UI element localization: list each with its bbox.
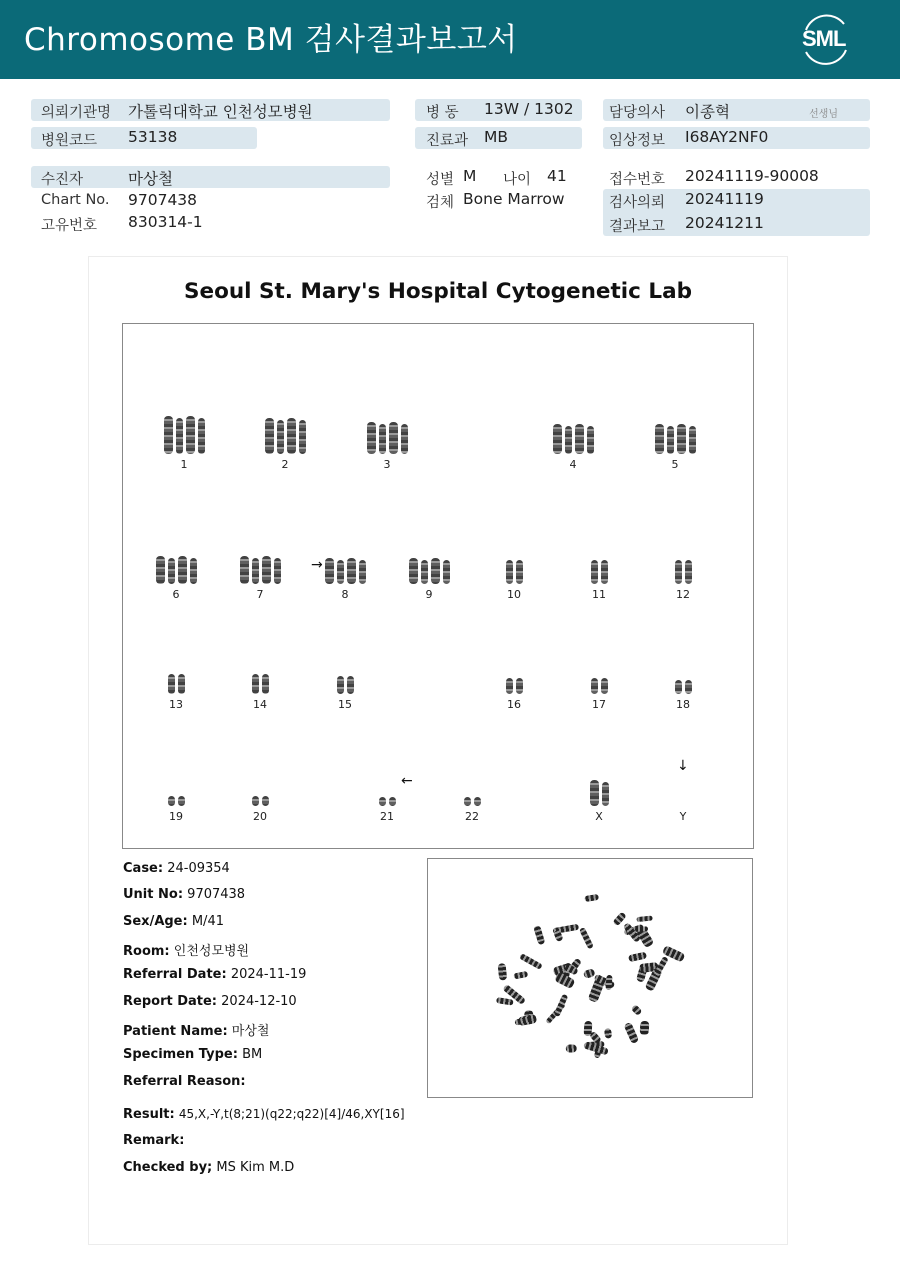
checked-label: Checked by; bbox=[123, 1160, 213, 1175]
case-value: 24-09354 bbox=[167, 861, 230, 876]
chromatid bbox=[401, 424, 408, 454]
specimen-row bbox=[415, 189, 595, 211]
chromosome-images bbox=[484, 546, 544, 584]
chromatid bbox=[176, 418, 183, 454]
chromosome-images bbox=[399, 546, 459, 584]
chromatid bbox=[277, 420, 284, 454]
metaphase-chromosome bbox=[585, 894, 599, 902]
chromosome-images bbox=[442, 768, 502, 806]
chromosome bbox=[367, 422, 376, 454]
chromosome-number: 9 bbox=[425, 588, 433, 601]
chromosome-number: 11 bbox=[592, 588, 606, 601]
patient-name-line bbox=[123, 1020, 269, 1039]
sexage-value: M/41 bbox=[191, 914, 224, 929]
case-label: Case: bbox=[123, 861, 164, 876]
chromosome-images bbox=[230, 546, 290, 584]
chromosome bbox=[553, 424, 562, 454]
logo-text: SML bbox=[802, 26, 846, 51]
specimen-type-line bbox=[123, 1047, 262, 1062]
karyogram bbox=[122, 323, 754, 849]
chromosome-number: 22 bbox=[465, 810, 479, 823]
chromosome-number: 18 bbox=[676, 698, 690, 711]
request-report-block bbox=[603, 189, 870, 236]
room-value: 인천성모병원 bbox=[173, 944, 250, 959]
chromosome-images bbox=[569, 656, 629, 694]
dept-value: MB bbox=[484, 128, 509, 146]
ward-value: 13W / 1302 bbox=[484, 100, 574, 118]
chromosome-number: 2 bbox=[281, 458, 289, 471]
chromosome bbox=[685, 560, 692, 584]
chromosome-number: 3 bbox=[383, 458, 391, 471]
report-date-line bbox=[123, 994, 297, 1009]
receipt-value: 20241119-90008 bbox=[685, 167, 819, 185]
metaphase-chromosome bbox=[518, 952, 542, 969]
metaphase-chromosome bbox=[513, 971, 528, 979]
sex-value: M bbox=[463, 167, 477, 185]
chromosome bbox=[262, 796, 269, 806]
chromosome bbox=[347, 558, 356, 584]
patient-value: 마상철 bbox=[128, 170, 173, 188]
metaphase-chromosome bbox=[534, 926, 546, 946]
specimen-label: 검체 bbox=[426, 195, 455, 211]
chromosome bbox=[389, 797, 396, 806]
chromosome bbox=[675, 680, 682, 694]
chromosome bbox=[347, 676, 354, 694]
metaphase-chromosome bbox=[579, 927, 594, 950]
sexage-label: Sex/Age: bbox=[123, 914, 188, 929]
chromosome bbox=[262, 674, 269, 694]
chromosome-number: 15 bbox=[338, 698, 352, 711]
chromosome bbox=[591, 678, 598, 694]
ward-label: 병 동 bbox=[426, 105, 459, 121]
referral-date-label: Referral Date: bbox=[123, 967, 227, 982]
room-line bbox=[123, 940, 249, 959]
chromosome bbox=[677, 424, 686, 454]
hospital-code-value: 53138 bbox=[128, 128, 178, 146]
chromatid bbox=[565, 426, 572, 454]
chromosome-number: X bbox=[595, 810, 603, 823]
patient-name-value: 마상철 bbox=[231, 1024, 270, 1039]
chromosome bbox=[506, 678, 513, 694]
institution-value: 가톨릭대학교 인천성모병원 bbox=[128, 103, 313, 121]
result-label: Result: bbox=[123, 1107, 175, 1122]
chromatid bbox=[359, 560, 366, 584]
referral-date-value: 2024-11-19 bbox=[230, 967, 307, 982]
chromosome-images bbox=[653, 656, 713, 694]
unique-row bbox=[31, 212, 390, 234]
metaphase-chromosome bbox=[623, 1022, 639, 1044]
unique-value: 830314-1 bbox=[128, 213, 203, 231]
chromosome-number: 1 bbox=[180, 458, 188, 471]
checked-value: MS Kim M.D bbox=[216, 1160, 295, 1175]
chromosome bbox=[516, 560, 523, 584]
chromosome bbox=[675, 560, 682, 584]
specimen-type-value: BM bbox=[242, 1047, 263, 1062]
chart-label: Chart No. bbox=[41, 192, 110, 208]
metaphase-chromosome bbox=[635, 926, 648, 932]
clinical-value: I68AY2NF0 bbox=[685, 128, 769, 146]
metaphase-spread-image bbox=[427, 858, 753, 1098]
chromosome-images bbox=[146, 656, 206, 694]
chromosome-images bbox=[484, 656, 544, 694]
report-date-label: Report Date: bbox=[123, 994, 218, 1009]
chromosome bbox=[575, 424, 584, 454]
chromosome bbox=[262, 556, 271, 584]
cytogenetic-report bbox=[88, 256, 788, 1245]
metaphase-chromosome bbox=[583, 1020, 592, 1036]
chromosome-images bbox=[154, 416, 214, 454]
referral-date-line bbox=[123, 967, 306, 982]
case-line bbox=[123, 861, 230, 876]
receipt-label: 접수번호 bbox=[609, 172, 666, 188]
metaphase-chromosome bbox=[636, 916, 652, 923]
sex-age-row bbox=[415, 166, 595, 188]
chromosome-images bbox=[569, 768, 629, 806]
remark-line bbox=[123, 1133, 184, 1148]
chromosome-images bbox=[315, 546, 375, 584]
chart-value: 9707438 bbox=[128, 191, 198, 209]
chromatid bbox=[443, 560, 450, 584]
chromosome-number: 10 bbox=[507, 588, 521, 601]
report-value: 20241211 bbox=[685, 214, 764, 232]
chromosome bbox=[379, 797, 386, 806]
checked-line bbox=[123, 1160, 294, 1175]
chart-row bbox=[31, 190, 390, 212]
room-label: Room: bbox=[123, 944, 170, 959]
chromosome-images bbox=[357, 416, 417, 454]
chromosome bbox=[506, 560, 513, 584]
remark-label: Remark: bbox=[123, 1133, 185, 1148]
chromosome-images bbox=[146, 768, 206, 806]
report-title: Chromosome BM 검사결과보고서 bbox=[24, 22, 518, 58]
receipt-row bbox=[603, 166, 870, 188]
dept-label: 진료과 bbox=[426, 133, 469, 149]
request-label: 검사의뢰 bbox=[609, 195, 666, 211]
chromatid bbox=[198, 418, 205, 454]
sex-label: 성별 bbox=[426, 172, 455, 188]
chromosome bbox=[590, 780, 599, 806]
lab-title: Seoul St. Mary's Hospital Cytogenetic Lab bbox=[184, 279, 692, 304]
chromosome bbox=[186, 416, 195, 454]
chromosome-images bbox=[569, 546, 629, 584]
chromosome-number: 12 bbox=[676, 588, 690, 601]
chromosome-number: 17 bbox=[592, 698, 606, 711]
patient-name-label: Patient Name: bbox=[123, 1024, 228, 1039]
doctor-label: 담당의사 bbox=[609, 105, 666, 121]
specimen-type-label: Specimen Type: bbox=[123, 1047, 238, 1062]
institution-row bbox=[31, 99, 390, 121]
chromosome bbox=[337, 676, 344, 694]
metaphase-chromosome bbox=[497, 963, 507, 981]
chromatid bbox=[689, 426, 696, 454]
chromosome bbox=[685, 680, 692, 694]
chromosome-images bbox=[230, 656, 290, 694]
ward-row bbox=[415, 99, 582, 121]
chromosome bbox=[464, 797, 471, 806]
chromosome-images bbox=[645, 416, 705, 454]
unit-line bbox=[123, 887, 245, 902]
chromosome bbox=[474, 797, 481, 806]
metaphase-chromosome bbox=[554, 993, 569, 1016]
chromosome-number: Y bbox=[679, 810, 687, 823]
metaphase-chromosome bbox=[496, 997, 513, 1005]
chromosome bbox=[287, 418, 296, 454]
chromatid bbox=[274, 558, 281, 584]
report-header bbox=[0, 0, 900, 79]
chromosome bbox=[655, 424, 664, 454]
chromosome-number: 20 bbox=[253, 810, 267, 823]
result-value: 45,X,-Y,t(8;21)(q22;q22)[4]/46,XY[16] bbox=[178, 1107, 405, 1121]
chromosome-number: 21 bbox=[380, 810, 394, 823]
hospital-code-row bbox=[31, 127, 257, 149]
unique-label: 고유번호 bbox=[41, 218, 98, 234]
doctor-value: 이종혁 bbox=[685, 103, 730, 121]
chromosome-number: 5 bbox=[671, 458, 679, 471]
chromatid bbox=[190, 558, 197, 584]
chromosome-number: 4 bbox=[569, 458, 577, 471]
chromatid bbox=[667, 426, 674, 454]
report-date-value: 2024-12-10 bbox=[221, 994, 297, 1009]
chromosome bbox=[325, 558, 334, 584]
chromosome bbox=[389, 422, 398, 454]
arrow-left-icon: ← bbox=[401, 773, 413, 789]
doctor-suffix: 선생님 bbox=[809, 109, 838, 120]
chromosome bbox=[178, 556, 187, 584]
chromosome bbox=[252, 796, 259, 806]
chromatid bbox=[421, 560, 428, 584]
chromosome-images bbox=[230, 768, 290, 806]
arrow-down-icon: ↓ bbox=[677, 758, 689, 774]
chromosome-number: 14 bbox=[253, 698, 267, 711]
sml-logo bbox=[796, 12, 854, 66]
metaphase-chromosome bbox=[604, 1028, 612, 1039]
doctor-row bbox=[603, 99, 870, 121]
chromosome bbox=[252, 674, 259, 694]
age-value: 41 bbox=[547, 167, 567, 185]
metaphase-chromosome bbox=[640, 1020, 650, 1035]
chromosome bbox=[168, 796, 175, 806]
chromosome bbox=[601, 678, 608, 694]
chromosome bbox=[156, 556, 165, 584]
chromosome-number: 7 bbox=[256, 588, 264, 601]
chromosome-images bbox=[146, 546, 206, 584]
referral-reason-label: Referral Reason: bbox=[123, 1074, 246, 1089]
age-label: 나이 bbox=[503, 172, 532, 188]
specimen-value: Bone Marrow bbox=[463, 190, 565, 208]
clinical-label: 임상정보 bbox=[609, 133, 666, 149]
chromosome-images bbox=[315, 656, 375, 694]
chromatid bbox=[587, 426, 594, 454]
chromatid bbox=[168, 558, 175, 584]
result-line bbox=[123, 1107, 405, 1122]
chromosome bbox=[178, 674, 185, 694]
chromatid bbox=[602, 782, 609, 806]
referral-reason-line bbox=[123, 1074, 246, 1089]
metaphase-chromosome bbox=[628, 951, 647, 962]
chromatid bbox=[252, 558, 259, 584]
chromosome-number: 8 bbox=[341, 588, 349, 601]
patient-row bbox=[31, 166, 390, 188]
chromosome bbox=[168, 674, 175, 694]
chromatid bbox=[337, 560, 344, 584]
dept-row bbox=[415, 127, 582, 149]
hospital-code-label: 병원코드 bbox=[41, 133, 98, 149]
chromosome-images bbox=[543, 416, 603, 454]
chromosome bbox=[431, 558, 440, 584]
arrow-right-icon: → bbox=[311, 557, 323, 573]
chromosome bbox=[164, 416, 173, 454]
chromosome bbox=[601, 560, 608, 584]
chromosome-number: 19 bbox=[169, 810, 183, 823]
chromosome bbox=[591, 560, 598, 584]
report-label: 결과보고 bbox=[609, 219, 666, 235]
patient-label: 수진자 bbox=[41, 172, 84, 188]
chromatid bbox=[299, 420, 306, 454]
chromosome bbox=[516, 678, 523, 694]
chromosome-number: 16 bbox=[507, 698, 521, 711]
clinical-row bbox=[603, 127, 870, 149]
request-value: 20241119 bbox=[685, 190, 764, 208]
unit-value: 9707438 bbox=[187, 887, 246, 902]
chromosome-number: 13 bbox=[169, 698, 183, 711]
chromosome bbox=[240, 556, 249, 584]
chromatid bbox=[379, 424, 386, 454]
chromosome-images bbox=[255, 416, 315, 454]
institution-label: 의뢰기관명 bbox=[41, 105, 112, 121]
metaphase-chromosome bbox=[605, 975, 612, 990]
metaphase-chromosome bbox=[630, 1004, 642, 1016]
unit-label: Unit No: bbox=[123, 887, 184, 902]
chromosome bbox=[265, 418, 274, 454]
sexage-line bbox=[123, 914, 224, 929]
chromosome bbox=[178, 796, 185, 806]
chromosome-number: 6 bbox=[172, 588, 180, 601]
chromosome-images bbox=[653, 546, 713, 584]
chromosome bbox=[409, 558, 418, 584]
metaphase-chromosome bbox=[565, 1045, 576, 1053]
